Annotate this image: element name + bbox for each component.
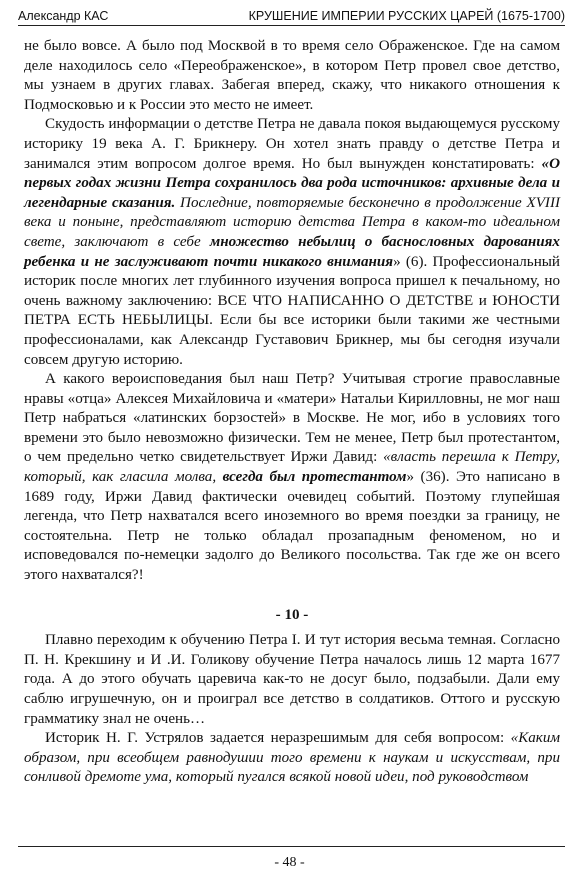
- header-author: Александр КАС: [18, 9, 109, 23]
- running-header: [18, 4, 565, 26]
- quote-italic-2: «власть перешла к Петру, который, как гласила молва,: [24, 449, 560, 486]
- paragraph-5: [24, 729, 560, 788]
- paragraph-3: [24, 370, 560, 586]
- page-number: - 48 -: [274, 855, 305, 870]
- quote-bold-italic-2: множество небылиц о баснословных дарованиях ребенка и не заслуживают почти никакого внимания: [24, 233, 560, 270]
- paragraph-3-end: » (36). Это написано в 1689 году, Иржи Давид фактически очевидец событий. Поэтому глупейшая легенда, что Петр нахватался всего иноземного во время поездки за границу, не состоятельна. Петр не только обладал прозападным феноменом, но и исповедовался по-немецки задолго до Великого посольства. Так где же он всего этого нахватался?!: [24, 469, 560, 584]
- quote-bold-italic-1: «О первых годах жизни Петра сохранилось два рода источников: архивные дела и легендарные сказания.: [24, 155, 560, 211]
- quote-bold-italic-3: всегда был протестантом: [222, 469, 407, 486]
- paragraph-3-intro: А какого вероисповедания был наш Петр? Учитывая строгие православные нравы «отца» Алексея Михайловича и «матери» Натальи Кирилловны, не мог наш Петр набраться «латинских борзостей» в Москве. Не мог, ибо в условиях того времени это было невозможно физически. Тем не менее, Петр был протестантом, о чем предельно четко свидетельствует Иржи Давид:: [24, 371, 560, 466]
- paragraph-1: не было вовсе. А было под Москвой в то время село Ображенское. Где на самом деле находилось село «Переображенское», в котором Петр провел свое детство, мы узнаем в других главах. Забегая вперед, скажу, что никакого отношения к Подмосковью и к России это место не имеет.: [24, 38, 560, 113]
- quote-italic-3: «Каким образом, при всеобщем равнодушии того времени к наукам и искусствам, при сонливой дремоте ума, который пугался всякой новой идеи, под руководством: [24, 730, 560, 786]
- footer-divider: [18, 846, 565, 847]
- header-book-title: КРУШЕНИЕ ИМПЕРИИ РУССКИХ ЦАРЕЙ (1675-1700): [248, 9, 565, 23]
- paragraph-4: Плавно переходим к обучению Петра I. И тут история весьма темная. Согласно П. Н. Крекшину и И .И. Голикову обучение Петра началось лишь 12 марта 1677 года. А до этого обучать царевича как-то не досуг было, подзабыли. Дали ему саблю игрушечную, он и проиграл все детство в солдатиков. Оттого и русскую грамматику знал не очень…: [24, 632, 560, 727]
- paragraph-5-intro: Историк Н. Г. Устрялов задается неразрешимым для себя вопросом:: [45, 730, 511, 747]
- paragraph-2: [24, 115, 560, 370]
- paragraph-2-end: » (6). Профессиональный историк после многих лет глубинного изучения вопроса пришел к печальному, но очень важному заключению: ВСЕ ЧТО НАПИСАННО О ДЕТСТВЕ и ЮНОСТИ ПЕТРА ЕСТЬ НЕБЫЛИЦЫ. Если бы все историки были такими же честными профессионалами, как Александр Густавович Брикнер, мы бы сегодня изучали совсем другую историю.: [24, 253, 560, 368]
- chapter-number: - 10 -: [275, 606, 309, 623]
- paragraph-2-intro: Скудость информации о детстве Петра не давала покоя выдающемуся русскому историку 19 века А. Г. Брикнеру. Он хотел знать правду о детстве Петра и занимался этим вопросом долгое время. Но был вынужден констатировать:: [24, 116, 560, 172]
- quote-italic-1: Последние, повторяемые бесконечно в продолжение XVIII века и поныне, представляют историю детства Петра в каком-то идеальном свете, заключают в себе: [24, 194, 560, 250]
- page-body: [24, 37, 560, 788]
